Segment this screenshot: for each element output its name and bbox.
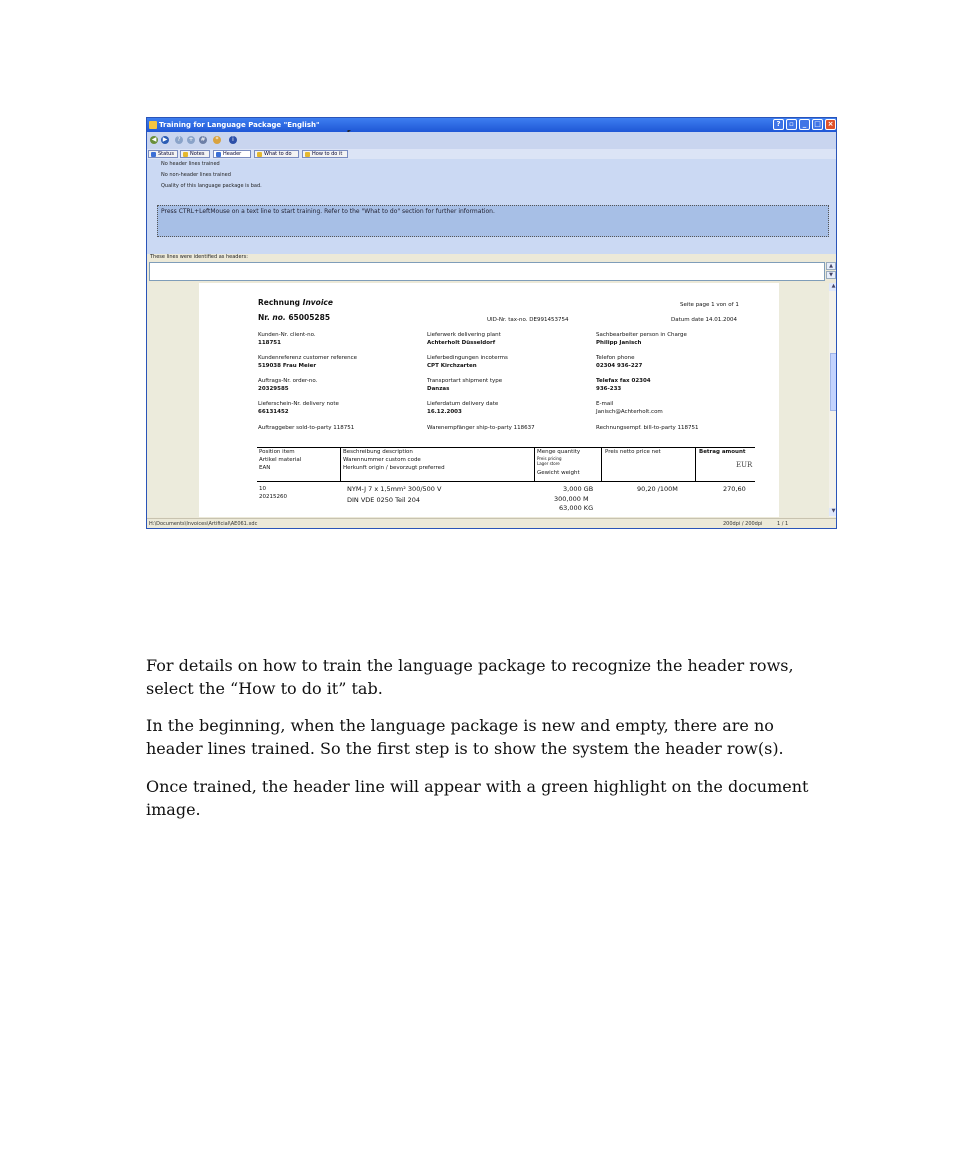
th-pricing: Preis pricing xyxy=(537,456,562,461)
header-lines-list[interactable] xyxy=(149,262,825,281)
table-col-rule xyxy=(601,447,602,481)
minimize-icon[interactable]: _ xyxy=(799,119,810,130)
ship-to-party: Warenempfänger ship-to-party 118637 xyxy=(427,425,535,431)
shipment-label: Transportart shipment type xyxy=(427,378,503,384)
tab-label: How to do it xyxy=(312,151,343,157)
row-description-1: NYM-J 7 x 1,5mm² 300/500 V xyxy=(347,485,442,493)
email-label: E-mail xyxy=(596,401,614,407)
th-ean: EAN xyxy=(259,465,271,471)
grid-icon[interactable]: # xyxy=(200,136,206,143)
th-currency: EUR xyxy=(736,461,753,469)
th-amount: Betrag amount xyxy=(699,449,746,455)
row-quantity-2: 300,000 M xyxy=(554,495,589,503)
maximize-icon[interactable]: □ xyxy=(812,119,823,130)
title-bar xyxy=(147,118,836,132)
status-bar xyxy=(147,518,836,529)
incoterms-label: Lieferbedingungen incoterms xyxy=(427,355,508,361)
row-quantity-3: 63,000 KG xyxy=(559,504,594,512)
table-col-rule xyxy=(695,447,696,481)
scroll-up-icon[interactable]: ▲ xyxy=(826,262,836,270)
table-top-rule xyxy=(257,447,755,448)
th-price-net: Preis netto price net xyxy=(605,449,661,455)
document-scrollbar[interactable] xyxy=(829,283,837,517)
tab-label: Header xyxy=(223,151,242,157)
row-price: 90,20 /100M xyxy=(637,485,678,493)
order-value: 20329585 xyxy=(258,386,289,392)
incoterms-value: CPT Kirchzarten xyxy=(427,363,477,369)
header-lines-label: These lines were identified as headers: xyxy=(150,254,248,260)
how-to-do-it-icon xyxy=(305,152,310,157)
th-store: Lager store xyxy=(537,461,560,466)
shipment-value: Danzas xyxy=(427,386,450,392)
status-icon xyxy=(151,152,156,157)
table-col-rule xyxy=(340,447,341,481)
invoice-title: Rechnung Invoice xyxy=(258,298,333,307)
th-custom-code: Warennummer custom code xyxy=(343,457,421,463)
person-label: Sachbearbeiter person in Charge xyxy=(596,332,687,338)
invoice-date: Datum date 14.01.2004 xyxy=(671,317,737,323)
help-icon[interactable]: ? xyxy=(773,119,784,130)
info-line: No header lines trained xyxy=(161,161,220,167)
plant-value: Achterholt Düsseldorf xyxy=(427,340,496,346)
toolbar xyxy=(147,132,836,150)
paragraph-how-to: For details on how to train the language package to recognize the header rows, select the “How to do it” tab. xyxy=(146,656,794,698)
document-view[interactable] xyxy=(147,283,829,517)
tab-notes[interactable] xyxy=(180,150,210,158)
settings-icon[interactable]: * xyxy=(213,136,221,144)
help-tool-icon[interactable]: ? xyxy=(175,136,183,144)
sold-to-party: Auftraggeber sold-to-party 118751 xyxy=(258,425,355,431)
app-icon xyxy=(149,121,157,129)
tab-strip xyxy=(147,149,836,159)
info-icon[interactable]: i xyxy=(229,136,237,144)
tab-what-to-do[interactable] xyxy=(254,150,299,158)
delivery-note-label: Lieferschein-Nr. delivery note xyxy=(258,401,339,407)
fax-value: 936-233 xyxy=(596,386,622,392)
email-value: Janisch@Achterholt.com xyxy=(596,409,663,415)
person-value: Philipp Janisch xyxy=(596,340,642,346)
invoice-page[interactable] xyxy=(199,283,779,517)
row-position: 10 xyxy=(259,486,266,492)
tab-label: Status xyxy=(158,151,174,157)
plant-label: Lieferwerk delivering plant xyxy=(427,332,501,338)
notes-icon xyxy=(183,152,188,157)
resolution: 200dpi / 200dpi xyxy=(723,521,763,527)
close-icon[interactable]: × xyxy=(825,119,836,130)
th-description: Beschreibung description xyxy=(343,449,413,455)
row-description-2: DIN VDE 0250 Teil 204 xyxy=(347,496,421,504)
tab-label: Notes xyxy=(190,151,205,157)
client-no-value: 118751 xyxy=(258,340,281,346)
restore-icon[interactable]: ▫ xyxy=(786,119,797,130)
zoom-icon[interactable]: + xyxy=(188,136,194,143)
fax-label: Telefax fax 02304 xyxy=(596,378,651,384)
table-col-rule xyxy=(534,447,535,481)
reference-value: 519038 Frau Meier xyxy=(258,363,317,369)
tab-how-to-do-it[interactable] xyxy=(302,150,348,158)
info-panel xyxy=(147,159,836,254)
what-to-do-icon xyxy=(257,152,262,157)
table-bottom-rule xyxy=(257,481,755,482)
delivery-date-label: Lieferdatum delivery date xyxy=(427,401,499,407)
tab-header[interactable] xyxy=(213,150,251,158)
page-counter: 1 / 1 xyxy=(777,521,789,527)
invoice-number: Nr. no. 65005285 xyxy=(258,313,331,322)
phone-label: Telefon phone xyxy=(596,355,635,361)
th-weight: Gewicht weight xyxy=(537,470,580,476)
order-label: Auftrags-Nr. order-no. xyxy=(258,378,318,384)
scroll-down-icon[interactable]: ▼ xyxy=(829,508,837,516)
info-line: No non-header lines trained xyxy=(161,172,231,178)
row-amount: 270,60 xyxy=(723,485,746,493)
tab-status[interactable] xyxy=(148,150,178,158)
scroll-thumb[interactable] xyxy=(830,353,837,411)
uid-number: UID-Nr. tax-no. DE991453754 xyxy=(487,317,569,323)
back-icon[interactable]: ◀ xyxy=(151,136,157,143)
row-material: 20215260 xyxy=(259,494,287,500)
delivery-note-value: 66131452 xyxy=(258,409,289,415)
th-origin: Herkunft origin / bevorzugt preferred xyxy=(343,465,445,471)
tab-label: What to do xyxy=(264,151,292,157)
th-material: Artikel material xyxy=(259,457,302,463)
page-info: Seite page 1 von of 1 xyxy=(680,302,739,308)
paragraph-beginning: In the beginning, when the language package is new and empty, there are no header lines trained. So the first step is to show the system the header row(s). xyxy=(146,716,784,758)
th-quantity: Menge quantity xyxy=(537,449,581,455)
scroll-up-icon[interactable]: ▲ xyxy=(829,283,837,291)
file-path: H:\Documents\Invoices\Artificial\AE061.xdc xyxy=(149,521,258,527)
row-quantity-1: 3,000 GB xyxy=(563,485,594,493)
window-title: Training for Language Package "English" xyxy=(159,121,320,129)
training-window xyxy=(146,117,837,529)
th-position: Position item xyxy=(259,449,295,455)
info-line: Quality of this language package is bad. xyxy=(161,183,262,189)
phone-value: 02304 936-227 xyxy=(596,363,643,369)
paragraph-once-trained: Once trained, the header line will appear with a green highlight on the document image. xyxy=(146,777,809,819)
delivery-date-value: 16.12.2003 xyxy=(427,409,462,415)
header-icon xyxy=(216,152,221,157)
client-no-label: Kunden-Nr. client-no. xyxy=(258,332,316,338)
bill-to-party: Rechnungsempf. bill-to-party 118751 xyxy=(596,425,699,431)
reference-label: Kundenreferenz customer reference xyxy=(258,355,358,361)
scroll-down-icon[interactable]: ▼ xyxy=(826,271,836,279)
forward-icon[interactable]: ▶ xyxy=(162,136,168,143)
hint-box: Press CTRL+LeftMouse on a text line to start training. Refer to the "What to do" section for further information. xyxy=(157,205,829,237)
